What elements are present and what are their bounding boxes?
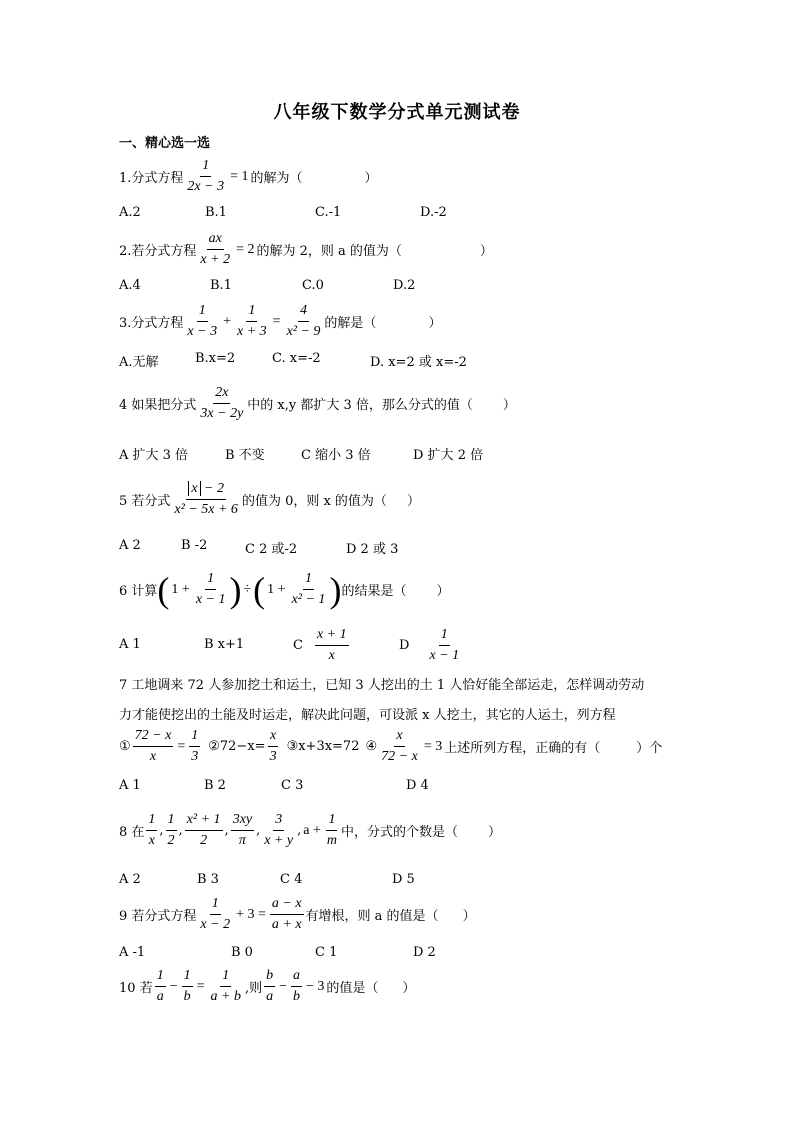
q8-option-c: C 4 <box>280 872 303 887</box>
q4-fraction: $\frac{2x}{3x - 2y}$ <box>200 385 244 421</box>
q7-line-2: 力才能使挖出的土能及时运走，解决此问题，可设派 x 人挖土，其它的人运土，列方程 <box>119 708 616 723</box>
q5-option-d: D 2 或 3 <box>346 542 399 557</box>
q9-option-d: D 2 <box>413 945 436 960</box>
q3-fraction-3: $\frac{4}{\text{x² − 9}}$ <box>286 303 321 339</box>
q3-fraction-2: $\frac{1}{x + 3}$ <box>236 303 267 339</box>
q3-option-a: A.无解 <box>119 355 159 370</box>
question-2: 2.若分式方程 $\frac{ax}{x + 2}$ = 2 的解为 2，则 a 的值为（ ） <box>119 231 493 267</box>
q3-fraction-1: $\frac{1}{x - 3}$ <box>187 303 218 339</box>
q6-option-c: C $\frac{x + 1}{x}$ <box>293 627 347 663</box>
q5-option-a: A 2 <box>119 538 141 553</box>
q6-option-a: A 1 <box>119 637 141 652</box>
question-4: 4 如果把分式 $\frac{2x}{3x - 2y}$ 中的 x,y 都扩大 3 倍，那么分式的值（ ） <box>119 385 516 421</box>
q8-option-d: D 5 <box>392 872 415 887</box>
question-9: 9 若分式方程 $\frac{1}{x - 2}$ + 3 = $\frac{a - x}{a + x}$ 有增根，则 a 的值是（ ） <box>119 896 476 932</box>
page-title: 八年级下数学分式单元测试卷 <box>273 102 521 123</box>
q7-option-c: C 3 <box>281 778 304 793</box>
q2-option-b: B.1 <box>210 278 232 293</box>
question-8: 8 在 $\frac{1}{x}$ , $\frac{1}{2}$ , $\frac{\text{x² + 1}}{2}$ , $\frac{3xy}{\pi}$ , $\frac{3}{x + y}$ , a + $\frac{1}{m}$ 中，分式的个数是（ ） <box>119 812 502 848</box>
q2-option-c: C.0 <box>302 278 324 293</box>
q7-option-a: A 1 <box>119 778 141 793</box>
q2-option-d: D.2 <box>393 278 416 293</box>
q4-option-d: D 扩大 2 倍 <box>413 448 484 463</box>
section-heading: 一、精心选一选 <box>119 136 211 151</box>
q1-prefix: 1.分式方程 <box>119 171 184 186</box>
q9-option-b: B 0 <box>231 945 253 960</box>
q3-option-c: C. x=-2 <box>272 351 321 366</box>
q6-option-d: D $\frac{1}{x - 1}$ <box>399 627 460 663</box>
q8-option-a: A 2 <box>119 872 141 887</box>
q4-option-c: C 缩小 3 倍 <box>301 448 371 463</box>
q1-option-c: C.-1 <box>315 205 342 220</box>
q3-option-d: D. x=2 或 x=-2 <box>370 355 467 370</box>
question-1: 1.分式方程 $\frac{1}{2x - 3}$ = 1 的解为（ ） <box>119 158 378 194</box>
q6-fraction-2: $\frac{1}{\text{x² − 1}}$ <box>291 571 326 607</box>
q9-option-c: C 1 <box>315 945 338 960</box>
q1-option-b: B.1 <box>205 205 227 220</box>
q3-option-b: B.x=2 <box>195 351 236 366</box>
q1-option-a: A.2 <box>119 205 141 220</box>
q2-fraction: $\frac{ax}{x + 2}$ <box>200 231 231 267</box>
q2-option-a: A.4 <box>119 278 141 293</box>
q7-option-b: B 2 <box>204 778 226 793</box>
q4-option-b: B 不变 <box>225 448 265 463</box>
question-10: 10 若 $\frac{1}{a}$ − $\frac{1}{b}$ = $\frac{1}{a + b}$ ,则 $\frac{b}{a}$ − $\frac{a}{b}$ − 3 的值是（ ） <box>119 968 416 1004</box>
q1-fraction: $\frac{1}{2x - 3}$ <box>187 158 225 194</box>
q4-option-a: A 扩大 3 倍 <box>119 448 189 463</box>
q7-option-d: D 4 <box>406 778 429 793</box>
q8-option-b: B 3 <box>197 872 219 887</box>
q7-equations: ① $\frac{72 - x}{x}$ = $\frac{1}{3}$ ②72−x= $\frac{x}{3}$ ③x+3x=72 ④ $\frac{x}{72 - x}$ = 3 上述所列方程，正确的有（ ）个 <box>119 728 663 764</box>
question-5: 5 若分式 $\frac{x - 2}{\text{x² − 5x + 6}}$ 的值为 0，则 x 的值为（ ） <box>119 481 420 517</box>
q5-option-b: B -2 <box>181 538 208 553</box>
q1-option-d: D.-2 <box>420 205 447 220</box>
question-3: 3.分式方程 $\frac{1}{x - 3}$ + $\frac{1}{x + 3}$ = $\frac{4}{\text{x² − 9}}$ 的解是（ ） <box>119 303 442 339</box>
q5-fraction: $\frac{x - 2}{\text{x² − 5x + 6}}$ <box>174 481 238 517</box>
q5-option-c: C 2 或-2 <box>245 542 298 557</box>
q7-line-1: 7 工地调来 72 人参加挖土和运土，已知 3 人挖出的土 1 人恰好能全部运走，怎样调动劳动 <box>119 678 645 693</box>
q6-fraction-1: $\frac{1}{x - 1}$ <box>195 571 226 607</box>
q6-option-b: B x+1 <box>204 637 245 652</box>
question-6: 6 计算 ( 1 + $\frac{1}{x - 1}$ ) ÷ ( 1 + $\frac{1}{\text{x² − 1}}$ ) 的结果是（ ） <box>119 569 450 610</box>
q9-option-a: A -1 <box>119 945 146 960</box>
